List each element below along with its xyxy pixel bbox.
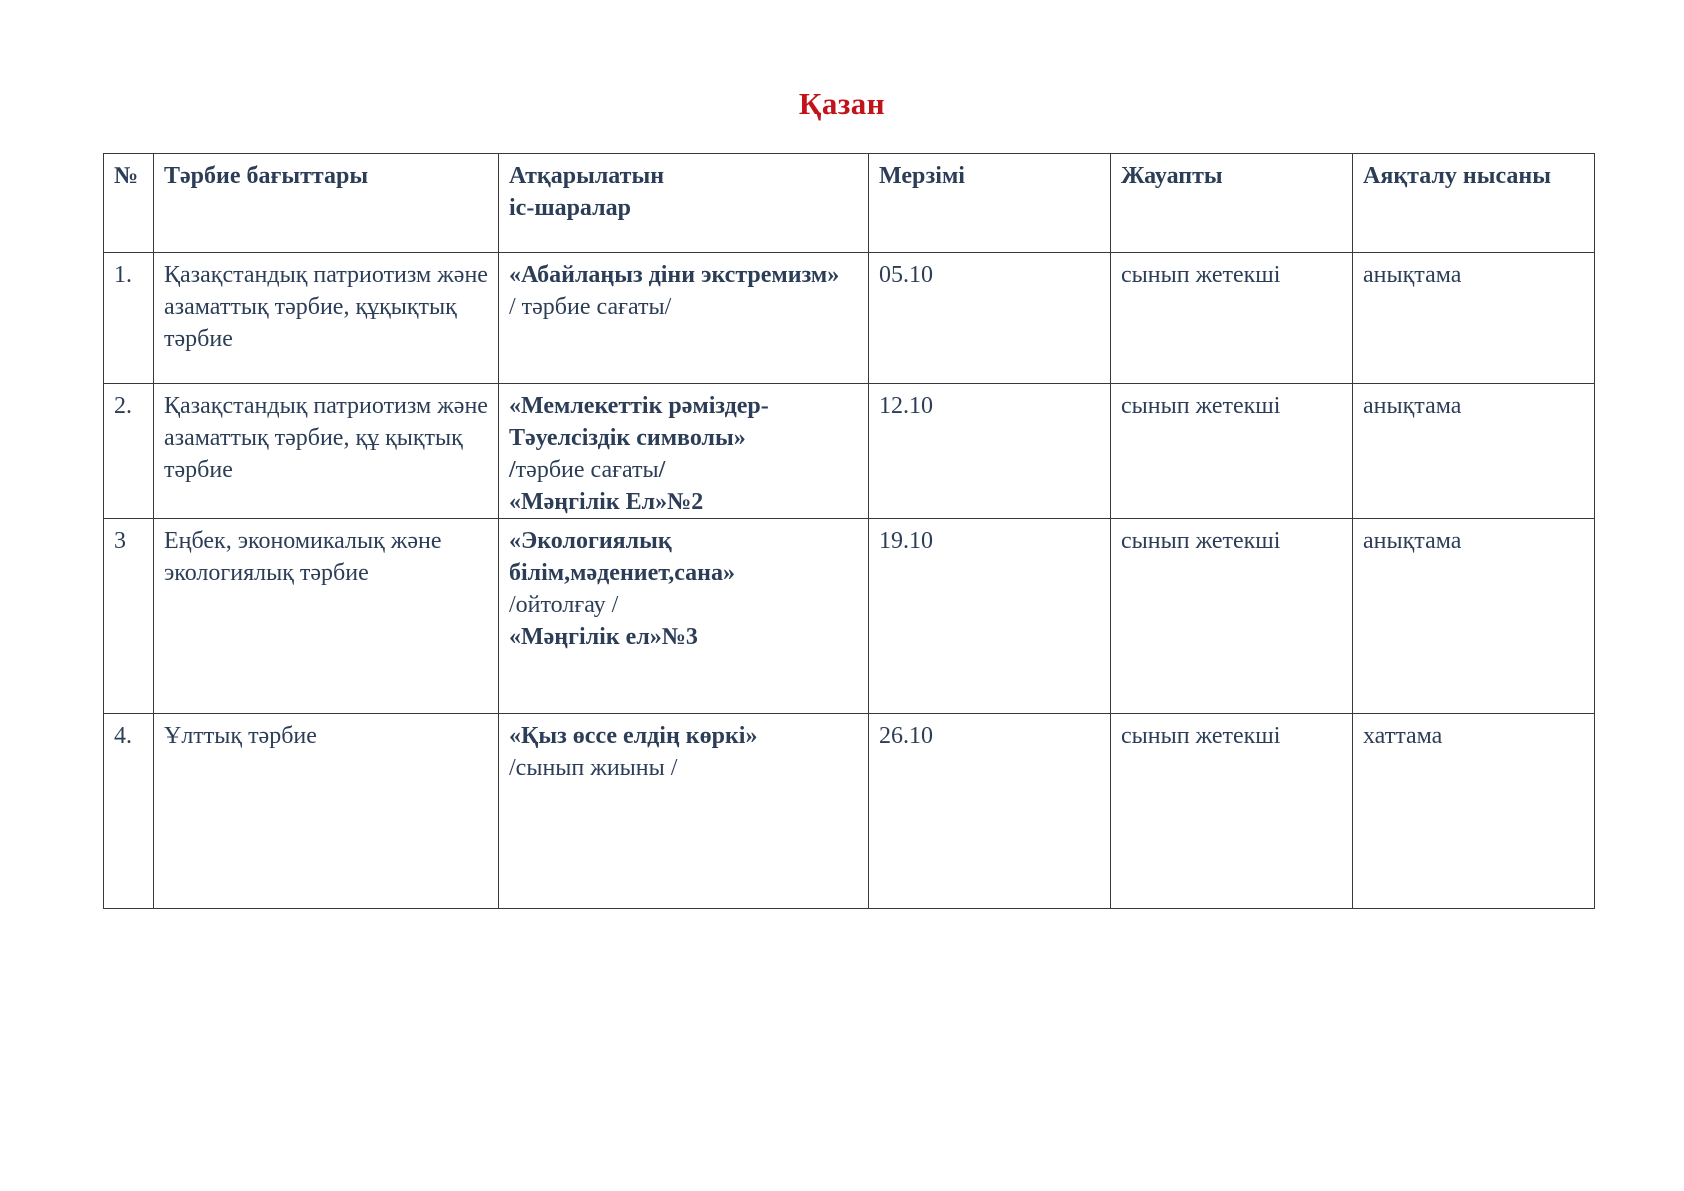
cell-event: [499, 384, 869, 519]
cell-date: 26.10: [869, 714, 1111, 909]
header-responsible: Жауапты: [1111, 154, 1353, 253]
cell-num: 2.: [104, 384, 154, 519]
table-row: [104, 714, 1595, 909]
cell-num: 3: [104, 519, 154, 714]
table-header-row: [104, 154, 1595, 253]
header-completion: Аяқталу нысаны: [1353, 154, 1595, 253]
event-title: «Экологиялық білім,мәдениет,сана»: [509, 528, 736, 586]
event-title: «Абайлаңыз діни экстремизм»: [509, 262, 840, 288]
plan-table: [103, 153, 1595, 909]
cell-event: [499, 714, 869, 909]
cell-completion: хаттама: [1353, 714, 1595, 909]
event-title: «Қыз өссе елдің көркі»: [509, 723, 758, 749]
cell-completion: анықтама: [1353, 519, 1595, 714]
cell-num: 1.: [104, 253, 154, 384]
header-event-line1: Атқарылатын: [509, 163, 665, 189]
cell-num: 4.: [104, 714, 154, 909]
cell-completion: анықтама: [1353, 253, 1595, 384]
event-note: /сынып жиыны /: [509, 755, 678, 781]
header-num: №: [104, 154, 154, 253]
event-extra: «Мәңгілік Ел»№2: [509, 489, 704, 515]
cell-responsible: сынып жетекші: [1111, 384, 1353, 519]
event-note: /ойтолғау /: [509, 592, 619, 618]
event-note: тәрбие сағаты: [515, 457, 659, 483]
cell-responsible: сынып жетекші: [1111, 714, 1353, 909]
header-direction: Тәрбие бағыттары: [154, 154, 499, 253]
table-row: [104, 519, 1595, 714]
page-title: Қазан: [798, 86, 886, 121]
cell-responsible: сынып жетекші: [1111, 519, 1353, 714]
cell-event: [499, 519, 869, 714]
cell-event: [499, 253, 869, 384]
event-note-line: [509, 454, 858, 486]
header-event: [499, 154, 869, 253]
event-extra: «Мәңгілік ел»№3: [509, 624, 698, 650]
cell-date: 19.10: [869, 519, 1111, 714]
cell-date: 05.10: [869, 253, 1111, 384]
header-event-line2: іс-шаралар: [509, 195, 631, 221]
cell-direction: Қазақстандық патриотизм және азаматтық тәрбие, құқықтық тәрбие: [154, 253, 499, 384]
cell-date: 12.10: [869, 384, 1111, 519]
cell-direction: Қазақстандық патриотизм және азаматтық тәрбие, құ қықтық тәрбие: [154, 384, 499, 519]
cell-responsible: сынып жетекші: [1111, 253, 1353, 384]
cell-direction: Еңбек, экономикалық және экологиялық тәрбие: [154, 519, 499, 714]
cell-direction: Ұлттық тәрбие: [154, 714, 499, 909]
event-note-suffix: /: [658, 457, 666, 483]
header-date: Мерзімі: [869, 154, 1111, 253]
event-title: «Мемлекеттік рәміздер-Тәуелсіздік символы»: [509, 393, 769, 451]
event-note-prefix: /: [509, 457, 516, 483]
table-row: [104, 253, 1595, 384]
event-note: / тәрбие сағаты/: [509, 294, 672, 320]
cell-completion: анықтама: [1353, 384, 1595, 519]
table-row: [104, 384, 1595, 519]
